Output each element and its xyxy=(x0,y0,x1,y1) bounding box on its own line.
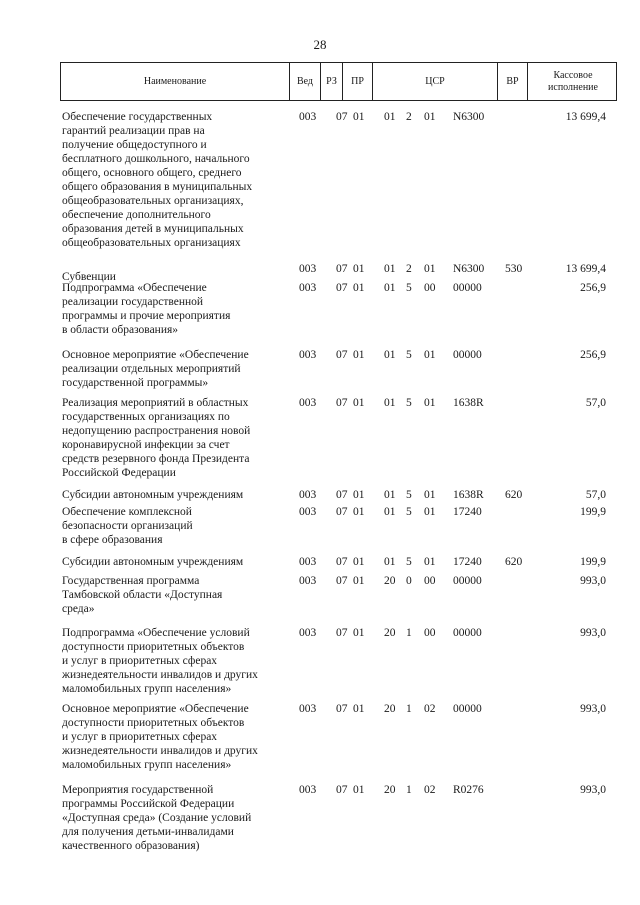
cell-csr4: 17240 xyxy=(453,556,482,568)
cell-ved: 003 xyxy=(299,703,317,715)
cell-csr4: 1638R xyxy=(453,397,484,409)
cell-amount: 57,0 xyxy=(585,489,606,501)
cell-rz: 07 xyxy=(336,575,348,587)
cell-amount: 256,9 xyxy=(580,349,606,361)
cell-csr1: 01 xyxy=(384,349,396,361)
cell-rz: 07 xyxy=(336,263,348,275)
cell-pr: 01 xyxy=(353,263,365,275)
cell-csr3: 01 xyxy=(424,349,436,361)
cell-ved: 003 xyxy=(299,784,317,796)
cell-vr: 530 xyxy=(505,263,523,275)
cell-pr: 01 xyxy=(353,349,365,361)
cell-ved: 003 xyxy=(299,489,317,501)
cell-ved: 003 xyxy=(299,627,317,639)
cell-rz: 07 xyxy=(336,703,348,715)
cell-csr1: 20 xyxy=(384,627,396,639)
cell-csr4: 00000 xyxy=(453,282,482,294)
cell-amount: 256,9 xyxy=(580,282,606,294)
row-name: Основное мероприятие «Обеспечение доступности приоритетных объектов и услуг в приоритетных сферах жизнедеятельности инвалидов и других маломобильных групп населения» xyxy=(62,703,258,771)
header-vr: ВР xyxy=(498,63,528,100)
cell-csr2: 5 xyxy=(406,556,412,568)
cell-ved: 003 xyxy=(299,111,317,123)
cell-pr: 01 xyxy=(353,489,365,501)
cell-rz: 07 xyxy=(336,397,348,409)
cell-csr1: 01 xyxy=(384,556,396,568)
cell-csr1: 01 xyxy=(384,263,396,275)
header-pr: ПР xyxy=(343,63,373,100)
cell-csr3: 01 xyxy=(424,489,436,501)
cell-rz: 07 xyxy=(336,282,348,294)
cell-pr: 01 xyxy=(353,784,365,796)
row-name: Подпрограмма «Обеспечение реализации государственной программы и прочие мероприятия в области образования» xyxy=(62,282,231,336)
cell-csr1: 01 xyxy=(384,489,396,501)
cell-ved: 003 xyxy=(299,575,317,587)
cell-rz: 07 xyxy=(336,349,348,361)
cell-amount: 993,0 xyxy=(580,627,606,639)
row-name: Реализация мероприятий в областных государственных организациях по недопущению распространения новой коронавирусной инфекции за счет средств резервного фонда Президента Российской Федерации xyxy=(62,397,251,479)
cell-csr1: 20 xyxy=(384,703,396,715)
cell-csr2: 1 xyxy=(406,627,412,639)
cell-csr2: 5 xyxy=(406,506,412,518)
cell-csr1: 01 xyxy=(384,506,396,518)
cell-csr4: 00000 xyxy=(453,349,482,361)
cell-csr1: 01 xyxy=(384,111,396,123)
cell-csr1: 01 xyxy=(384,282,396,294)
cell-amount: 57,0 xyxy=(585,397,606,409)
header-name: Наименование xyxy=(61,63,290,100)
cell-csr4: R0276 xyxy=(453,784,484,796)
cell-csr1: 20 xyxy=(384,784,396,796)
cell-amount: 993,0 xyxy=(580,703,606,715)
cell-rz: 07 xyxy=(336,111,348,123)
row-name: Основное мероприятие «Обеспечение реализации отдельных мероприятий государственной программы» xyxy=(62,349,249,389)
table-header xyxy=(60,62,617,101)
cell-csr3: 01 xyxy=(424,111,436,123)
cell-csr3: 00 xyxy=(424,575,436,587)
row-name: Государственная программа Тамбовской области «Доступная среда» xyxy=(62,575,223,615)
row-name: Субсидии автономным учреждениям xyxy=(62,556,244,568)
cell-ved: 003 xyxy=(299,556,317,568)
cell-csr4: 00000 xyxy=(453,627,482,639)
cell-amount: 13 699,4 xyxy=(565,263,606,275)
cell-csr2: 5 xyxy=(406,489,412,501)
row-name: Обеспечение государственных гарантий реализации прав на получение общедоступного и бесплатного дошкольного, начального общего, основного общего, среднего общего образования в муниципальных общеобразовательных организациях, обеспечение дополнительного образования детей в муниципальных общеобразовательных организациях xyxy=(62,111,253,249)
cell-csr1: 20 xyxy=(384,575,396,587)
cell-ved: 003 xyxy=(299,282,317,294)
cell-csr2: 1 xyxy=(406,784,412,796)
cell-csr3: 01 xyxy=(424,506,436,518)
cell-pr: 01 xyxy=(353,506,365,518)
cell-csr3: 02 xyxy=(424,703,436,715)
cell-csr4: 00000 xyxy=(453,575,482,587)
cell-csr3: 01 xyxy=(424,556,436,568)
cell-ved: 003 xyxy=(299,349,317,361)
cell-csr2: 5 xyxy=(406,282,412,294)
cell-amount: 199,9 xyxy=(580,556,606,568)
cell-pr: 01 xyxy=(353,575,365,587)
cell-amount: 199,9 xyxy=(580,506,606,518)
row-name: Субвенции xyxy=(62,271,116,283)
row-name: Мероприятия государственной программы Российской Федерации «Доступная среда» (Создание условий для получения детьми-инвалидами качественного образования) xyxy=(62,784,252,852)
cell-csr2: 5 xyxy=(406,397,412,409)
cell-pr: 01 xyxy=(353,627,365,639)
cell-amount: 993,0 xyxy=(580,575,606,587)
cell-pr: 01 xyxy=(353,111,365,123)
cell-csr1: 01 xyxy=(384,397,396,409)
page-number: 28 xyxy=(313,37,327,52)
cell-amount: 13 699,4 xyxy=(565,111,606,123)
cell-amount: 993,0 xyxy=(580,784,606,796)
header-rz: РЗ xyxy=(321,63,343,100)
cell-rz: 07 xyxy=(336,784,348,796)
cell-csr4: N6300 xyxy=(453,111,485,123)
cell-vr: 620 xyxy=(505,489,523,501)
header-ved: Вед xyxy=(290,63,321,100)
cell-csr3: 01 xyxy=(424,397,436,409)
cell-ved: 003 xyxy=(299,506,317,518)
cell-rz: 07 xyxy=(336,506,348,518)
row-name: Субсидии автономным учреждениям xyxy=(62,489,244,501)
cell-pr: 01 xyxy=(353,282,365,294)
cell-vr: 620 xyxy=(505,556,523,568)
cell-csr3: 00 xyxy=(424,627,436,639)
cell-csr2: 2 xyxy=(406,111,412,123)
cell-ved: 003 xyxy=(299,397,317,409)
cell-ved: 003 xyxy=(299,263,317,275)
cell-csr4: 17240 xyxy=(453,506,482,518)
header-amount: Кассовое исполнение xyxy=(548,69,598,93)
cell-csr2: 2 xyxy=(406,263,412,275)
row-name: Обеспечение комплексной безопасности организаций в сфере образования xyxy=(62,506,193,546)
cell-csr3: 00 xyxy=(424,282,436,294)
cell-pr: 01 xyxy=(353,556,365,568)
cell-rz: 07 xyxy=(336,627,348,639)
cell-csr4: N6300 xyxy=(453,263,485,275)
cell-pr: 01 xyxy=(353,397,365,409)
cell-csr2: 1 xyxy=(406,703,412,715)
cell-csr4: 00000 xyxy=(453,703,482,715)
cell-csr3: 01 xyxy=(424,263,436,275)
cell-csr2: 0 xyxy=(406,575,412,587)
cell-rz: 07 xyxy=(336,556,348,568)
cell-rz: 07 xyxy=(336,489,348,501)
row-name: Подпрограмма «Обеспечение условий доступности приоритетных объектов и услуг в приоритетных сферах жизнедеятельности инвалидов и других маломобильных групп населения» xyxy=(62,627,258,695)
header-csr: ЦСР xyxy=(373,63,498,100)
cell-pr: 01 xyxy=(353,703,365,715)
cell-csr2: 5 xyxy=(406,349,412,361)
cell-csr4: 1638R xyxy=(453,489,484,501)
cell-csr3: 02 xyxy=(424,784,436,796)
